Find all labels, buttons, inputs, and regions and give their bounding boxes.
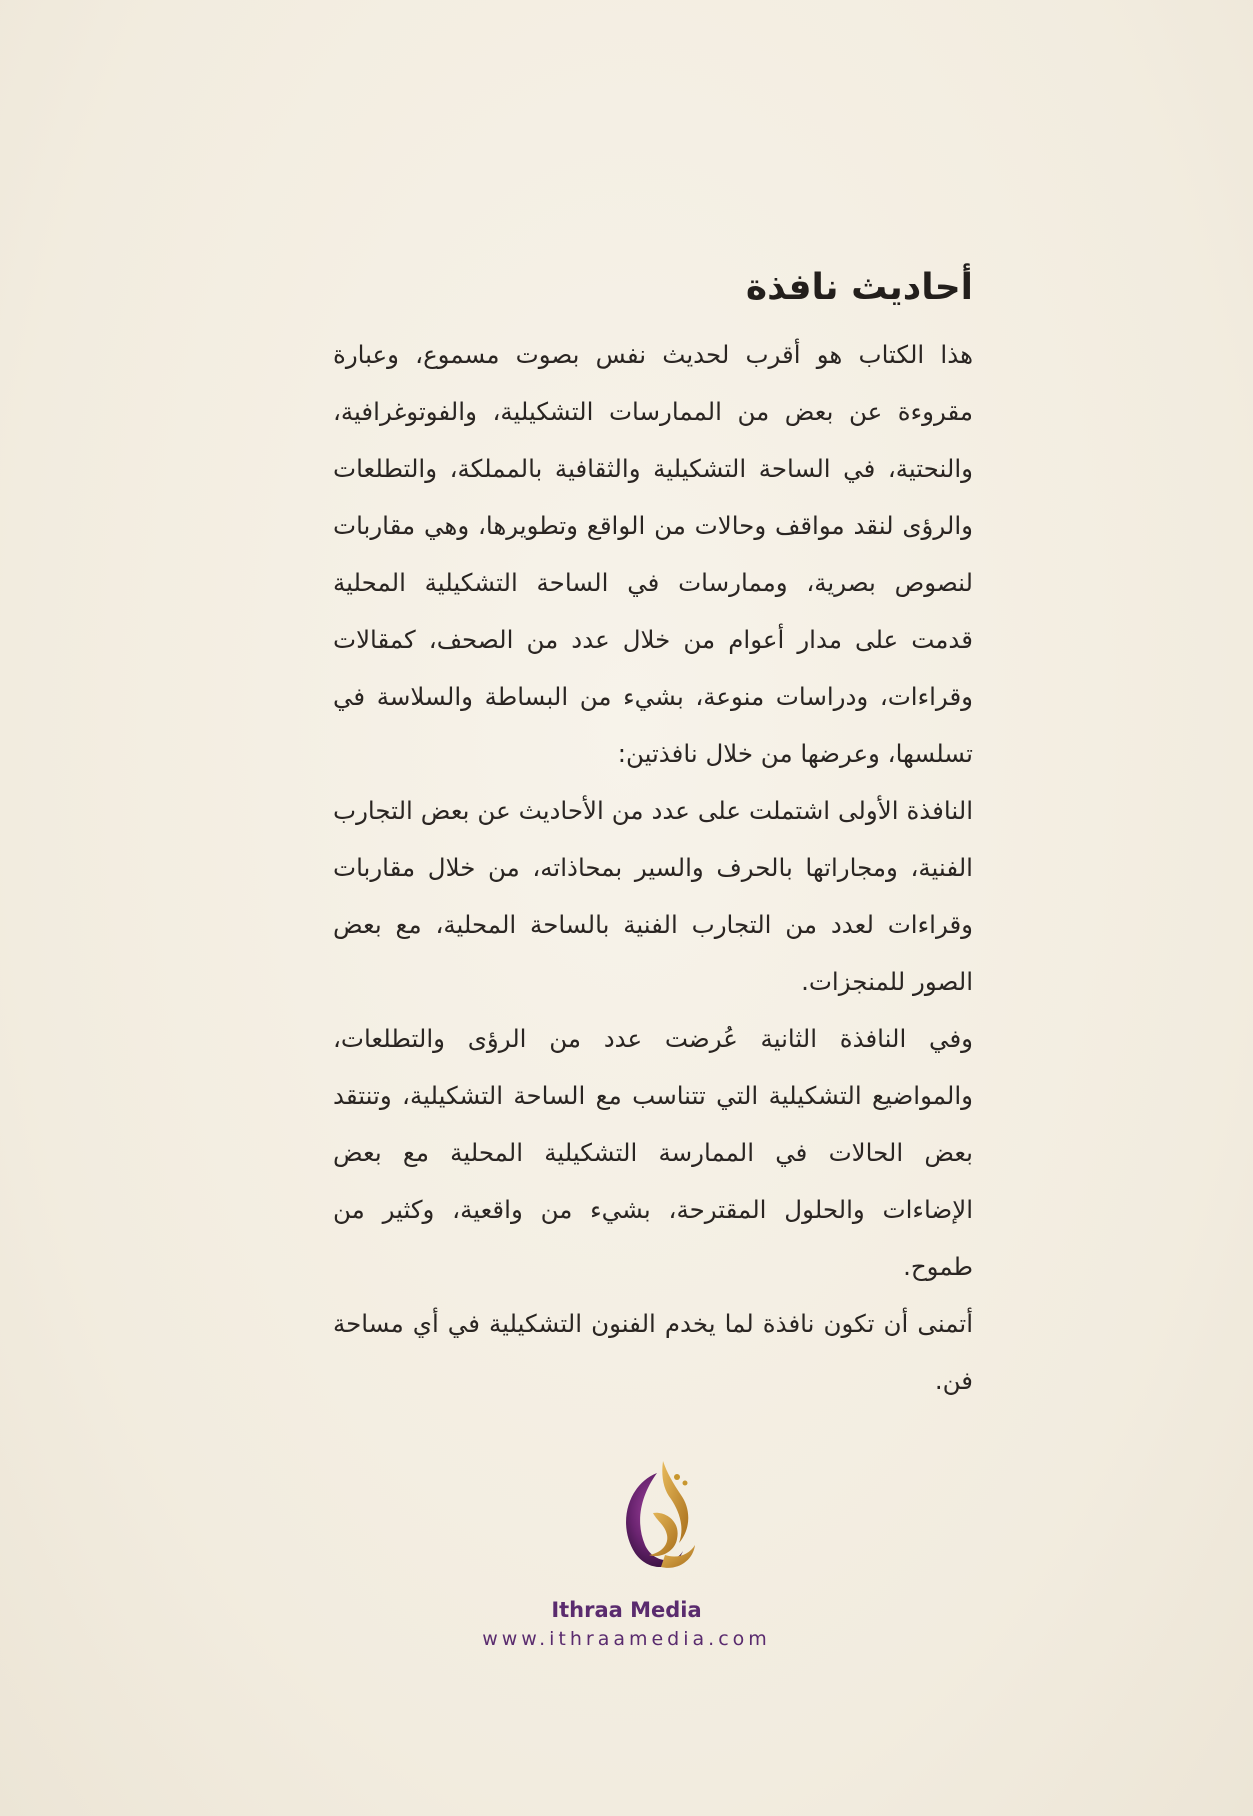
ithraa-media-logo-icon: [605, 1455, 715, 1585]
book-title: أحاديث نافذة: [745, 267, 973, 308]
publisher-url: www.ithraamedia.com: [482, 1628, 771, 1650]
blurb-paragraph-first-window: النافذة الأولى اشتملت على عدد من الأحاديث عن بعض التجارب الفنية، ومجاراتها بالحرف والسير بمحاذاته، من خلال مقاربات وقراءات لعدد من التجارب الفنية بالساحة المحلية، مع بعض الصور للمنجزات.: [333, 796, 973, 996]
blurb-paragraph-intro: هذا الكتاب هو أقرب لحديث نفس بصوت مسموع، وعبارة مقروءة عن بعض من الممارسات التشكيلية، والفوتوغرافية، والنحتية، في الساحة التشكيلية والثقافية بالمملكة، والتطلعات والرؤى لنقد مواقف وحالات من الواقع وتطويرها، وهي مقاربات لنصوص بصرية، وممارسات في الساحة التشكيلية المحلية قدمت على مدار أعوام من خلال عدد من الصحف، كمقالات وقراءات، ودراسات منوعة، بشيء من البساطة والسلاسة في تسلسها، وعرضها من خلال نافذتين:: [333, 340, 973, 768]
blurb-paragraph-closing: أتمنى أن تكون نافذة لما يخدم الفنون التشكيلية في أي مساحة فن.: [333, 1309, 973, 1395]
blurb-paragraph-second-window: وفي النافذة الثانية عُرضت عدد من الرؤى والتطلعات، والمواضيع التشكيلية التي تتناسب مع الساحة التشكيلية، وتنتقد بعض الحالات في الممارسة التشكيلية المحلية مع بعض الإضاءات والحلول المقترحة، بشيء من واقعية، وكثير من طموح.: [333, 1024, 973, 1281]
blurb: [333, 258, 973, 1409]
publisher-name: Ithraa Media: [551, 1598, 702, 1622]
